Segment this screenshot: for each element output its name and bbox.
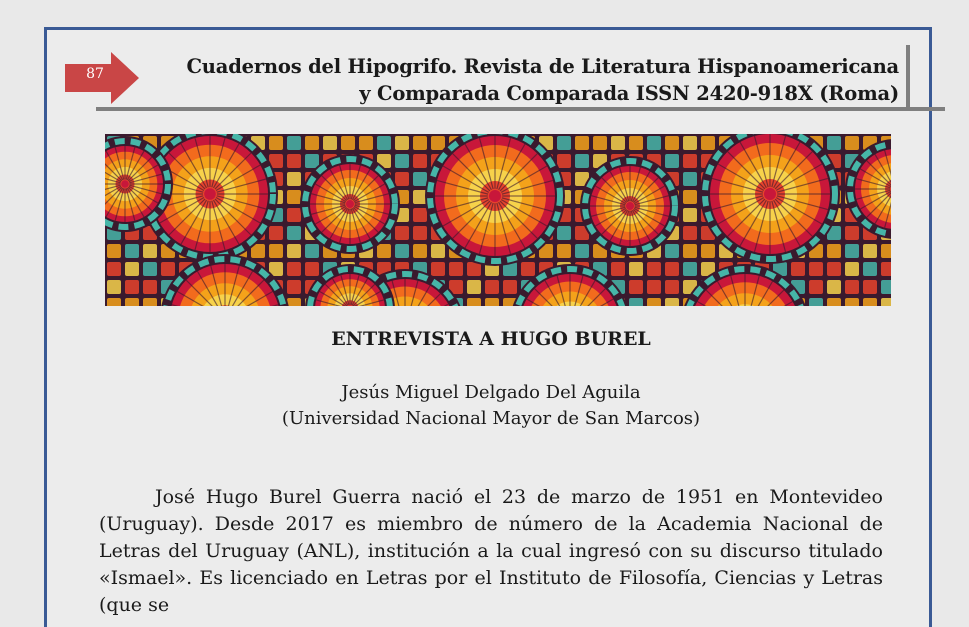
mosaic-banner-image [105,134,891,306]
article-title: ENTREVISTA A HUGO BUREL [331,328,651,350]
author-affiliation: (Universidad Nacional Mayor de San Marcos) [281,408,701,429]
author-name: Jesús Miguel Delgado Del Aguila [341,382,641,403]
author-block [105,380,877,432]
page-number-tag [65,52,141,104]
mosaic-pattern [105,134,891,306]
header-divider-vertical [906,45,910,109]
page-number: 87 [86,66,104,82]
journal-title: Cuadernos del Hipogrifo. Revista de Literatura Hispanoamericana y Comparada Comparada ISSN 2420-918X (Roma) [186,55,899,105]
header-divider-horizontal [96,107,945,111]
body-paragraph: José Hugo Burel Guerra nació el 23 de marzo de 1951 en Montevideo (Uruguay). Desde 2017 es miembro de número de la Academia Nacional de Letras del Uruguay (ANL), institución a la cual ingresó con su discurso titulado «Ismael». Es licenciado en Letras por el Instituto de Filosofía, Ciencias y Letras (que se [99,486,883,616]
